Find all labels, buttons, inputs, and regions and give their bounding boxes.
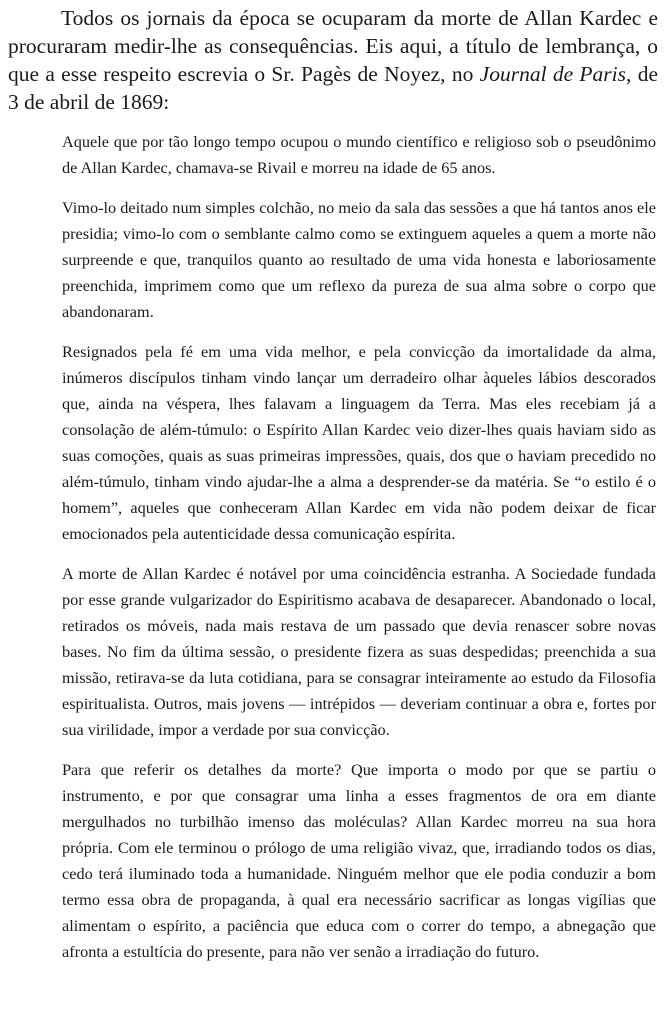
quote-paragraph-3: Resignados pela fé em uma vida melhor, e pela convicção da imortalidade da alma, inúmeros discípulos tinham vindo lançar um derradeiro olhar àqueles lábios descorados que, ainda na véspera, lhes falavam a linguagem da Terra. Mas eles recebiam já a consolação de além-túmulo: o Espírito Allan Kardec veio dizer-lhes quais haviam sido as suas comoções, quais as suas primeiras impressões, quais, dos que o haviam precedido no além-túmulo, tinham vindo ajudar-lhe a alma a desprender-se da matéria. Se “o estilo é o homem”, aqueles que conheceram Allan Kardec em vida não podem deixar de ficar emocionados pela autenticidade dessa comunicação espírita.: [62, 342, 656, 543]
quote-paragraph-5: Para que referir os detalhes da morte? Que importa o modo por que se partiu o instrumento, e por que consagrar uma linha a esses fragmentos de ora em diante mergulhados no turbilhão imenso das moléculas? Allan Kardec morreu na sua hora própria. Com ele terminou o prólogo de uma religião vivaz, que, irradiando todos os dias, cedo terá iluminado toda a humanidade. Ninguém melhor que ele podia conduzir a bom termo essa obra de propaganda, à qual era necessário sacrificar as longas vigílias que alimentam o espírito, a paciência que educa com o correr do tempo, a abnegação que afronta a estultícia do presente, para não ver senão a irradiação do futuro.: [62, 760, 656, 961]
block-quote: [62, 129, 656, 965]
intro-paragraph: [8, 4, 658, 116]
intro-text-before: Todos os jornais da época se ocuparam da morte de Allan Kardec e procuraram medir-lhe as consequências. Eis aqui, a título de lembrança, o que a esse respeito escrevia o Sr. Pagès de Noyez, no: [8, 6, 658, 86]
quote-paragraph-2: Vimo-lo deitado num simples colchão, no meio da sala das sessões a que há tantos anos ele presidia; vimo-lo com o semblante calmo como se extinguem aqueles a quem a morte não surpreende e que, tranquilos quanto ao resultado de uma vida honesta e laboriosamente preenchida, imprimem como que um reflexo da pureza de sua alma sobre o corpo que abandonaram.: [62, 198, 656, 321]
journal-name: Journal de Paris: [479, 62, 627, 86]
intro-text-after: , de 3 de abril de 1869:: [8, 62, 658, 114]
quote-paragraph-1: Aquele que por tão longo tempo ocupou o mundo científico e religioso sob o pseudônimo de Allan Kardec, chamava-se Rivail e morreu na idade de 65 anos.: [62, 132, 656, 177]
quote-paragraph-4: A morte de Allan Kardec é notável por uma coincidência estranha. A Sociedade fundada por esse grande vulgarizador do Espiritismo acabava de desaparecer. Abandonado o local, retirados os móveis, nada mais restava de um passado que devia renascer sobre novas bases. No fim da última sessão, o presidente fizera as suas despedidas; preenchida a sua missão, retirava-se da luta cotidiana, para se consagrar inteiramente ao estudo da Filosofia espiritualista. Outros, mais jovens — intrépidos — deveriam continuar a obra e, fortes por sua virilidade, impor a verdade por sua convicção.: [62, 564, 656, 739]
